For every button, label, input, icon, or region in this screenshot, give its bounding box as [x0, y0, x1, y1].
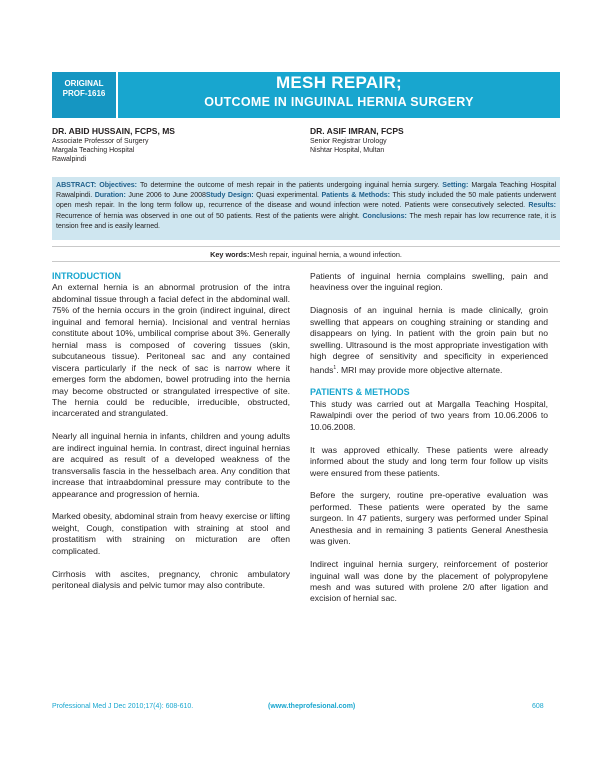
objectives-text: To determine the outcome of mesh repair in the patients undergoing inguinal hernia surgery. [139, 181, 440, 189]
paragraph [310, 305, 548, 376]
author-block-2 [310, 126, 550, 155]
author-position: Associate Professor of Surgery [52, 138, 149, 145]
paragraph: Nearly all inguinal hernia in infants, children and young adults are indirect inguinal hernia. In contrast, direct inguinal hernias are acquired as result of a developed weakness of the transversalis fascia in the hesselbach area. Any condition that increase that intraabdominal pressure may contribute to the appearance and progression of hernia. [52, 431, 290, 499]
paragraph: Patients of inguinal hernia complains swelling, pain and heaviness over the inguinal region. [310, 271, 548, 293]
paragraph: Before the surgery, routine pre-operative evaluation was performed. These patients were operated by the same surgeon. In 47 patients, surgery was performed under Spinal Anesthesia and in remaining 3 patients General Anesthesia was given. [310, 490, 548, 547]
article-type: ORIGINAL [64, 79, 104, 88]
right-column [310, 271, 548, 616]
paragraph: This study was carried out at Margalla Teaching Hospital, Rawalpindi over the period of two years from 10.06.2006 to 10.06.2008. [310, 398, 548, 432]
paragraph-text: . MRI may provide more objective alternate. [336, 364, 503, 375]
paper-subtitle: OUTCOME IN INGUINAL HERNIA SURGERY [204, 95, 474, 109]
patients-text: This study included the 50 male patients underwent open mesh repair. In the long term follow up, recurrence of the disease and wound infection were noted. Patients were consecutively selected. [56, 191, 557, 210]
paragraph-text: Diagnosis of an inguinal hernia is made clinically, groin swelling that appears on coughing straining or standing and disappears on lying. In patient with the groin pain but no swelling. Ultrasound is the most appropriate investigation with high degree of sensitivity and specificity in experienced hands [310, 305, 548, 375]
footer-website[interactable]: (www.theprofesional.com) [268, 703, 356, 710]
article-type-label [52, 79, 116, 99]
keywords-label: Key words: [210, 250, 250, 259]
patients-label: Patients & Methods: [321, 191, 390, 200]
objectives-label: Objectives: [99, 181, 137, 189]
keywords-text: Mesh repair, inguinal hernia, a wound infection. [249, 250, 402, 259]
conclusions-text: The mesh repair has low recurrence rate, it is tension free and is easily learned. [56, 211, 557, 230]
paragraph: Cirrhosis with ascites, pregnancy, chronic ambulatory peritoneal dialysis and pelvic tumor may also contribute. [52, 568, 290, 591]
article-id: PROF-1616 [62, 89, 106, 98]
citation-marker: 1 [333, 364, 337, 371]
section-title-introduction: INTRODUCTION [52, 271, 121, 281]
author-block-1 [52, 126, 292, 164]
results-label: Results: [528, 201, 556, 210]
author-name: DR. ABID HUSSAIN, FCPS, MS [52, 126, 175, 136]
design-text: Quasi experimental. [256, 191, 319, 200]
paper-title: MESH REPAIR; [275, 73, 403, 92]
author-position: Senior Registrar Urology [310, 138, 387, 145]
paragraph: Indirect inguinal hernia surgery, reinforcement of posterior inguinal wall was done by the placement of polypropylene mesh and was sutured with prolene 2/0 after ligation and excision of hernial sac. [310, 559, 548, 604]
design-label: Study Design: [205, 191, 254, 200]
section-title-patients-methods: PATIENTS & METHODS [310, 387, 410, 398]
keywords-bar [52, 246, 560, 262]
abstract-label: ABSTRACT: [56, 181, 97, 189]
abstract-box [52, 177, 560, 240]
duration-label: Duration: [94, 191, 126, 200]
conclusions-label: Conclusions: [362, 211, 407, 220]
paragraph: An external hernia is an abnormal protrusion of the intra abdominal tissue through a facial defect in the abdominal wall. 75% of the hernia occurs in the groin (indirect inguinal, direct inguinal and femoral hernia). Incisional and ventral hernias constitute about 10%, umbilical comprise about 3%. Generally hernial mass is composed of covering tissues (skin, subcutaneous tissue). Peritoneal sac and any contained viscera particularly if the neck of sac is narrow where it emerges form the abdomen, bowel protruding into the hernia may become obstructed or strangulated irrespective of site. The hernia could be reducible, irreducible, obstructed, incarcerated and strangulated. [52, 282, 290, 419]
paragraph: Marked obesity, abdominal strain from heavy exercise or lifting weight, Cough, constipation with straining at stool and prostatitism with straining on micturation are often complicated. [52, 511, 290, 556]
author-institution: Margala Teaching Hospital [52, 147, 135, 154]
duration-text: June 2006 to June 2008 [128, 191, 206, 200]
author-city: Rawalpindi [52, 156, 87, 163]
paragraph: It was approved ethically. These patients were already informed about the study and long term four follow up visits were ensured from these patients. [310, 444, 548, 478]
setting-label: Setting: [442, 181, 469, 189]
author-name: DR. ASIF IMRAN, FCPS [310, 126, 404, 136]
setting-text: Margala Teaching Hospital Rawalpindi. [56, 181, 557, 200]
results-text: Recurrence of hernia was observed in one out of 50 patients. Rest of the patients were alright. [56, 211, 360, 220]
author-institution: Nishtar Hospital, Multan [310, 147, 385, 154]
left-column [52, 271, 290, 603]
footer-journal: Professional Med J Dec 2010;17(4): 608-610. [52, 703, 194, 710]
page-number: 608 [532, 703, 544, 710]
